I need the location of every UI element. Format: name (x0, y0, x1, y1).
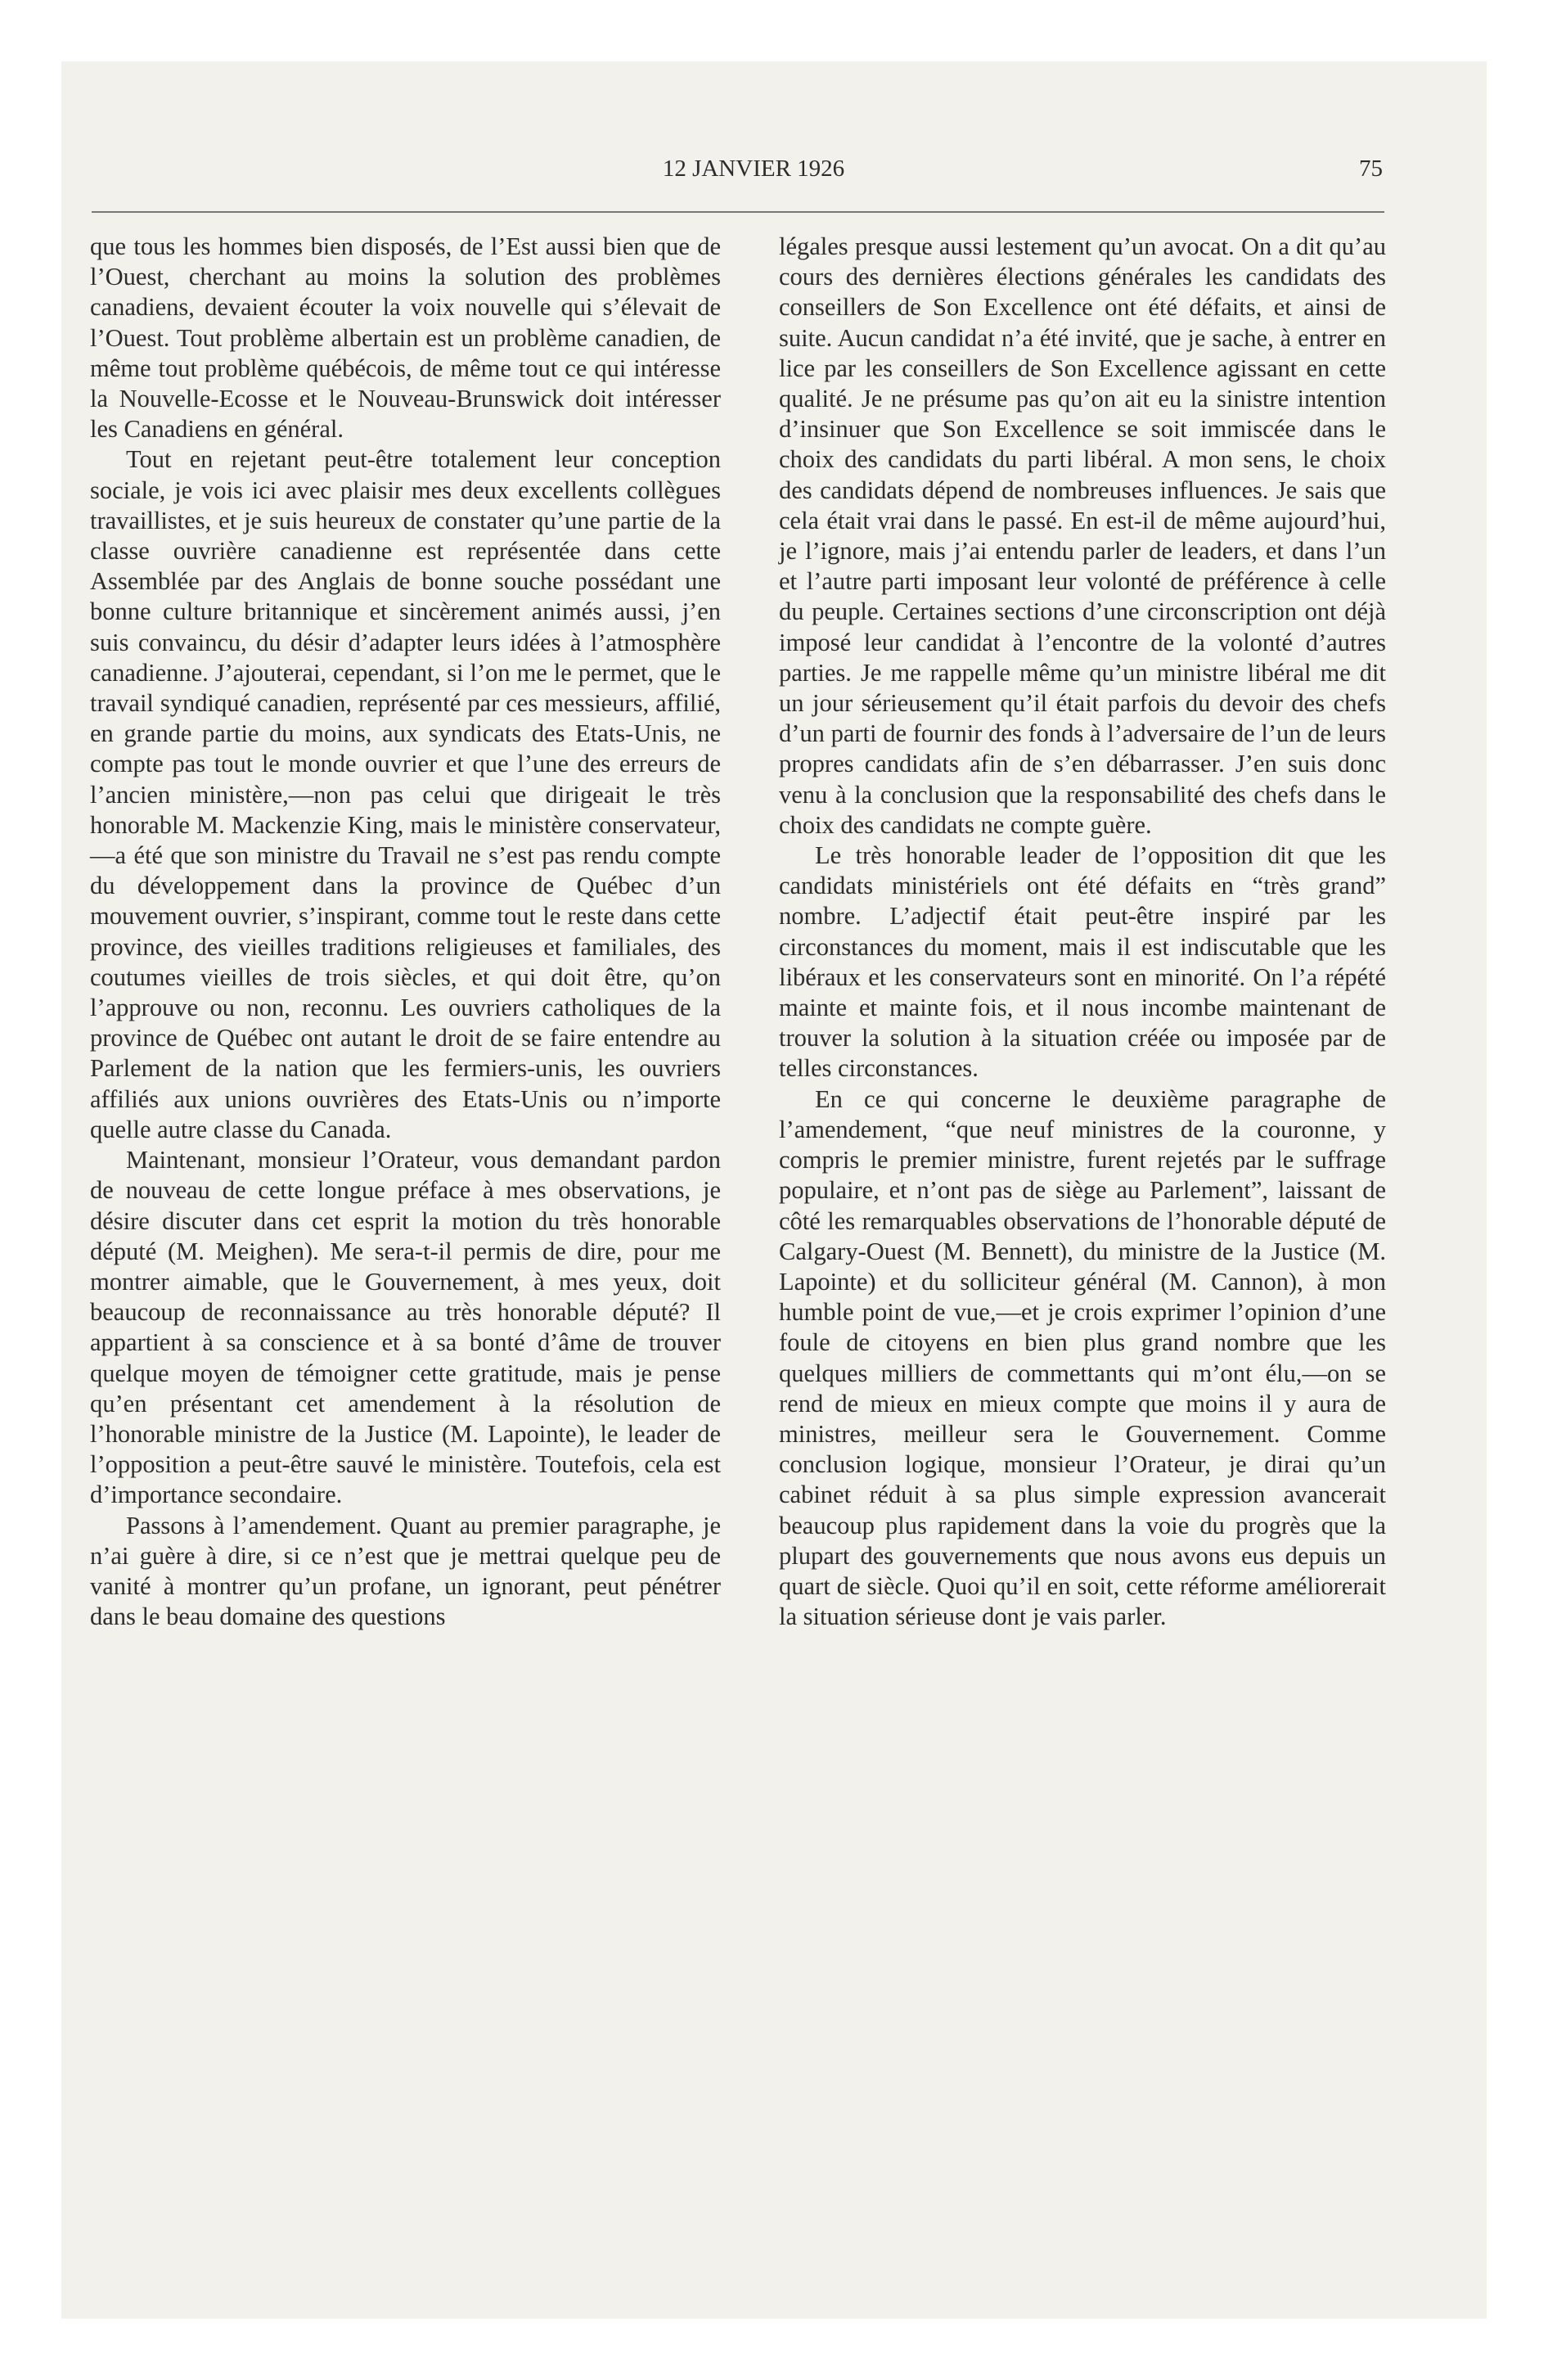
paragraph: Le très honorable leader de l’opposition dit que les candidats ministériels ont été défaits en “très grand” nombre. L’adjectif était peut-être inspiré par les circonstances du moment, mais il est indiscutable que les libéraux et les conservateurs sont en minorité. On l’a répété mainte et mainte fois, et il nous incombe maintenant de trouver la solution à la situation créée ou imposée par de telles circonstances. (779, 841, 1386, 1083)
right-column (779, 232, 1386, 1632)
paragraph: Maintenant, monsieur l’Orateur, vous demandant pardon de nouveau de cette longue préface à mes observations, je désire discuter dans cet esprit la motion du très honorable député (M. Meighen). Me sera-t-il permis de dire, pour me montrer aimable, que le Gouvernement, à mes yeux, doit beaucoup de reconnaissance au très honorable député? Il appartient à sa conscience et à sa bonté d’âme de trouver quelque moyen de témoigner cette gratitude, mais je pense qu’en présentant cet amendement à la résolution de l’honorable ministre de la Justice (M. Lapointe), le leader de l’opposition a peut-être sauvé le ministère. Toutefois, cela est d’importance secondaire. (90, 1146, 721, 1509)
paragraph: légales presque aussi lestement qu’un avocat. On a dit qu’au cours des dernières élections générales les candidats des conseillers de Son Excellence ont été défaits, et ainsi de suite. Aucun candidat n’a été invité, que je sache, à entrer en lice par les conseillers de Son Excellence agissant en cette qualité. Je ne présume pas qu’on ait eu la sinistre intention d’insinuer que Son Excellence se soit immiscée dans le choix des candidats du parti libéral. A mon sens, le choix des candidats dépend de nombreuses influences. Je sais que cela était vrai dans le passé. En est-il de même aujourd’hui, je l’ignore, mais j’ai entendu parler de leaders, et dans l’un et l’autre parti imposant leur volonté de préférence à celle du peuple. Certaines sections d’une circonscription ont déjà imposé leur candidat à l’encontre de la volonté d’autres parties. Je me rappelle même qu’un ministre libéral me dit un jour sérieusement qu’il était parfois du devoir des chefs d’un parti de fournir des fonds à l’adversaire de l’un de leurs propres candidats afin de s’en débarrasser. J’en suis donc venu à la conclusion que la responsabilité des chefs dans le choix des candidats ne compte guère. (779, 232, 1386, 839)
left-column (90, 232, 721, 1632)
paragraph: que tous les hommes bien disposés, de l’Est aussi bien que de l’Ouest, cherchant au moins la solution des problèmes canadiens, devaient écouter la voix nouvelle qui s’élevait de l’Ouest. Tout problème albertain est un problème canadien, de même tout problème québécois, de même tout ce qui intéresse la Nouvelle-Ecosse et le Nouveau-Brunswick doit intéresser les Canadiens en général. (90, 232, 721, 444)
page-header (124, 156, 1383, 188)
paragraph: En ce qui concerne le deuxième paragraphe de l’amendement, “que neuf ministres de la couronne, y compris le premier ministre, furent rejetés par le suffrage populaire, et n’ont pas de siège au Parlement”, laissant de côté les remarquables observations de l’honorable député de Calgary-Ouest (M. Bennett), du ministre de la Justice (M. Lapointe) et du solliciteur général (M. Cannon), à mon humble point de vue,—et je crois exprimer l’opinion d’une foule de citoyens en bien plus grand nombre que les quelques milliers de commettants qui m’ont élu,—on se rend de mieux en mieux compte que moins il y aura de ministres, meilleur sera le Gouvernement. Comme conclusion logique, monsieur l’Orateur, je dirai qu’un cabinet réduit à sa plus simple expression avancerait beaucoup plus rapidement dans la voie du progrès que la plupart des gouvernements que nous avons eus depuis un quart de siècle. Quoi qu’il en soit, cette réforme améliorerait la situation sérieuse dont je vais parler. (779, 1084, 1386, 1631)
header-rule (92, 211, 1384, 213)
header-date: 12 JANVIER 1926 (662, 156, 845, 182)
paragraph: Tout en rejetant peut-être totalement leur conception sociale, je vois ici avec plaisir mes deux excellents collègues travaillistes, et je suis heureux de constater qu’une partie de la classe ouvrière canadienne est représentée dans cette Assemblée par des Anglais de bonne souche possédant une bonne culture britannique et sincèrement animés aussi, j’en suis convaincu, du désir d’adapter leurs idées à l’atmosphère canadienne. J’ajouterai, cependant, si l’on me le permet, que le travail syndiqué canadien, représenté par ces messieurs, affilié, en grande partie du moins, aux syndicats des Etats-Unis, ne compte pas tout le monde ouvrier et que l’une des erreurs de l’ancien ministère,—non pas celui que dirigeait le très honorable M. Mackenzie King, mais le ministère conservateur,—a été que son ministre du Travail ne s’est pas rendu compte du développement dans la province de Québec d’un mouvement ouvrier, s’inspirant, comme tout le reste dans cette province, des vieilles traditions religieuses et familiales, des coutumes vieilles de trois siècles, et qui doit être, qu’on l’approuve ou non, reconnu. Les ouvriers catholiques de la province de Québec ont autant le droit de se faire entendre au Parlement de la nation que les fermiers-unis, les ouvriers affiliés aux unions ouvrières des Etats-Unis ou n’importe quelle autre classe du Canada. (90, 445, 721, 1143)
page-number: 75 (1359, 156, 1383, 182)
paragraph: Passons à l’amendement. Quant au premier paragraphe, je n’ai guère à dire, si ce n’est que je mettrai quelque peu de vanité à montrer qu’un profane, un ignorant, peut pénétrer dans le beau domaine des questions (90, 1511, 721, 1631)
